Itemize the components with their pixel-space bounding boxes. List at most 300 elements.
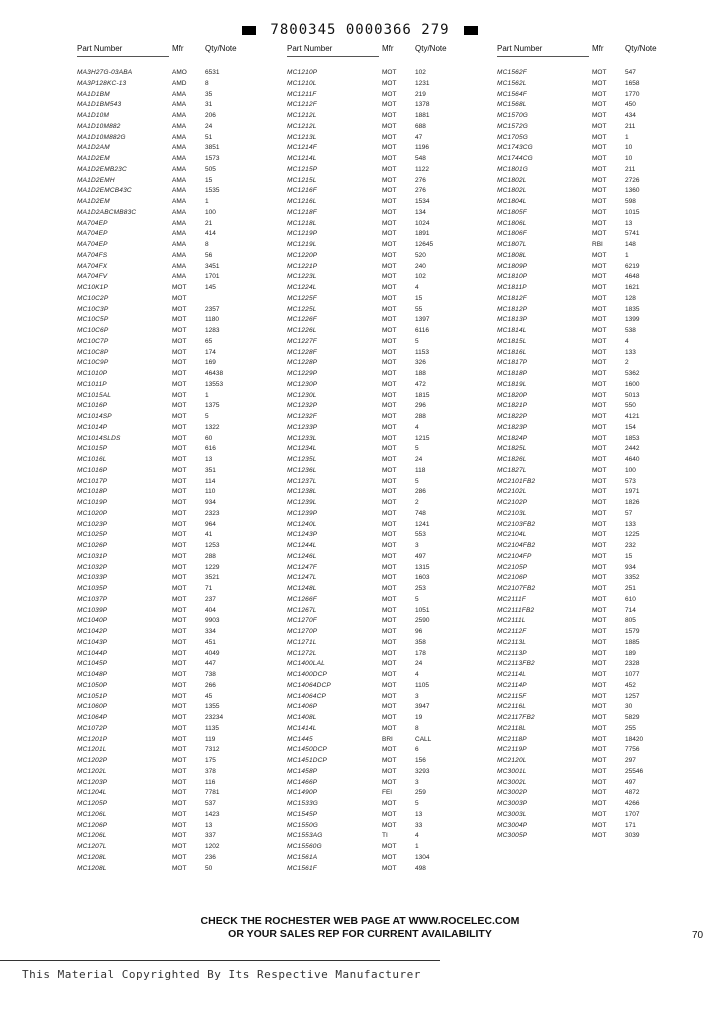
mfr-cell: MOT	[382, 595, 397, 603]
qty-cell: 276	[415, 176, 426, 184]
part-number-cell: MC2115F	[497, 692, 527, 700]
table-row	[497, 283, 702, 294]
mfr-cell: MOT	[592, 208, 607, 216]
mfr-cell: MOT	[382, 703, 397, 711]
table-row	[287, 831, 492, 842]
qty-cell: 573	[625, 477, 636, 485]
mfr-cell: AMO	[172, 69, 187, 76]
qty-cell: 1180	[205, 316, 219, 324]
qty-cell: 1315	[415, 563, 430, 571]
header-part-number: Part Number	[497, 44, 543, 53]
mfr-cell: MOT	[592, 187, 607, 195]
part-number-cell: MC2111L	[497, 617, 526, 625]
mfr-cell: MOT	[382, 391, 397, 399]
part-number-cell: MC1561A	[287, 853, 318, 861]
mfr-cell: MOT	[382, 628, 397, 635]
mfr-cell: MOT	[592, 466, 607, 474]
mfr-cell: MOT	[382, 649, 397, 657]
part-number-cell: MC1562F	[497, 69, 527, 76]
table-row	[287, 165, 492, 176]
qty-cell: 1322	[205, 423, 220, 431]
table-row	[77, 724, 282, 735]
part-number-cell: MC1802L	[497, 187, 527, 195]
part-number-cell: MC1266F	[287, 595, 317, 603]
header-rule	[77, 56, 169, 57]
part-number-cell: MC3001L	[497, 767, 527, 775]
qty-cell: 1885	[625, 638, 640, 646]
table-row	[497, 229, 702, 240]
part-number-cell: MC1705G	[497, 133, 529, 141]
qty-cell: 4	[625, 337, 629, 345]
qty-cell: 1423	[205, 810, 220, 818]
qty-cell: 56	[205, 251, 213, 259]
qty-cell: 6116	[415, 327, 429, 334]
part-number-cell: MC2112F	[497, 628, 527, 635]
part-number-cell: MC1815L	[497, 337, 527, 345]
mfr-cell: MOT	[382, 402, 397, 410]
table-row	[77, 692, 282, 703]
part-number-cell: MA704FX	[77, 262, 108, 270]
part-number-cell: MC3005P	[497, 832, 528, 840]
part-number-cell: MC1203P	[77, 778, 108, 786]
table-row	[77, 369, 282, 380]
qty-cell: 1375	[205, 402, 220, 410]
qty-cell: 1600	[625, 380, 640, 388]
table-row	[497, 788, 702, 799]
qty-cell: 3851	[205, 144, 220, 152]
mfr-cell: MOT	[172, 853, 187, 861]
part-number-cell: MC1271L	[287, 638, 317, 646]
part-number-cell: MC2117FB2	[497, 714, 535, 721]
mfr-cell: MOT	[172, 628, 187, 635]
table-row	[287, 756, 492, 767]
part-number-cell: MC1201P	[77, 735, 108, 743]
part-number-cell: MC1201L	[77, 746, 107, 754]
part-number-cell: MC1820P	[497, 391, 528, 399]
part-number-cell: MC1807L	[497, 241, 527, 248]
qty-cell: 1135	[205, 724, 219, 732]
part-number-cell: MC1414L	[287, 724, 317, 732]
table-row	[287, 724, 492, 735]
mfr-cell: MOT	[592, 821, 607, 829]
table-row	[77, 487, 282, 498]
parts-rows	[287, 68, 492, 874]
qty-cell: 1397	[415, 316, 430, 324]
qty-cell: 1225	[625, 531, 640, 539]
mfr-cell: MOT	[592, 735, 607, 743]
qty-cell: 100	[205, 208, 216, 216]
qty-cell: 2442	[625, 445, 640, 453]
table-row	[497, 627, 702, 638]
part-number-cell: MC1570G	[497, 112, 529, 119]
mfr-cell: MOT	[382, 671, 397, 678]
qty-cell: 4	[415, 284, 419, 291]
part-number-cell: MC1825L	[497, 445, 527, 453]
mfr-cell: MOT	[592, 90, 607, 98]
mfr-cell: MOT	[382, 273, 397, 281]
qty-cell: 102	[415, 69, 426, 76]
table-row	[497, 810, 702, 821]
table-row	[77, 154, 282, 165]
qty-cell: 23234	[205, 714, 224, 721]
table-row	[497, 692, 702, 703]
qty-cell: 8	[205, 79, 209, 87]
part-number-cell: MA1D2ABCMB83C	[77, 208, 137, 216]
table-row	[497, 509, 702, 520]
mfr-cell: MOT	[382, 542, 397, 549]
table-row	[77, 262, 282, 273]
part-number-cell: MC3002L	[497, 778, 527, 786]
qty-cell: 31	[205, 101, 213, 109]
table-row	[287, 821, 492, 832]
qty-cell: 2	[415, 499, 419, 506]
part-number-cell: MC1822P	[497, 413, 528, 420]
qty-cell: 1835	[625, 305, 640, 313]
mfr-cell: MOT	[592, 789, 607, 797]
qty-cell: 497	[625, 778, 636, 786]
mfr-cell: MOT	[172, 337, 187, 345]
part-number-cell: MC1032P	[77, 563, 108, 571]
qty-cell: 2	[625, 359, 629, 367]
table-row	[497, 315, 702, 326]
qty-cell: 57	[625, 509, 633, 517]
qty-cell: 169	[205, 359, 216, 367]
table-row	[287, 498, 492, 509]
part-number-cell: MC1035P	[77, 585, 108, 592]
table-row	[77, 326, 282, 337]
qty-cell: 964	[205, 520, 216, 528]
qty-cell: 5	[415, 477, 419, 485]
mfr-cell: MOT	[382, 413, 397, 420]
part-number-cell: MC1802L	[497, 176, 527, 184]
mfr-cell: MOT	[592, 757, 607, 764]
mfr-cell: AMA	[172, 251, 187, 259]
part-number-cell: MC1224L	[287, 284, 317, 291]
table-row	[77, 90, 282, 101]
table-row	[77, 219, 282, 230]
mfr-cell: MOT	[172, 843, 187, 850]
mfr-cell: MOT	[382, 843, 397, 850]
part-number-cell: MC1272L	[287, 649, 317, 657]
mfr-cell: MOT	[172, 488, 187, 496]
qty-cell: 13	[205, 456, 213, 463]
part-number-cell: MC1228F	[287, 348, 317, 356]
table-row	[77, 111, 282, 122]
table-row	[497, 186, 702, 197]
qty-cell: 1122	[415, 165, 429, 173]
part-number-cell: MC1050P	[77, 681, 108, 689]
qty-cell: 1579	[625, 628, 640, 635]
column-header	[287, 44, 492, 60]
table-row	[77, 444, 282, 455]
qty-cell: 1815	[415, 391, 430, 399]
qty-cell: 6	[415, 746, 419, 754]
qty-cell: 1	[625, 133, 629, 141]
mfr-cell: MOT	[592, 423, 607, 431]
mfr-cell: MOT	[382, 606, 397, 614]
header-qty: Qty/Note	[625, 44, 657, 53]
qty-cell: 4	[415, 423, 419, 431]
part-number-cell: MC1040P	[77, 617, 108, 625]
mfr-cell: TI	[382, 832, 388, 840]
qty-cell: 351	[205, 466, 216, 474]
qty-cell: 35	[205, 90, 213, 98]
part-number-cell: MC10C8P	[77, 348, 109, 356]
qty-cell: 1051	[415, 606, 430, 614]
qty-cell: 13	[625, 219, 633, 227]
table-row	[77, 412, 282, 423]
mfr-cell: MOT	[382, 456, 397, 463]
qty-cell: 3	[415, 542, 419, 549]
table-row	[287, 509, 492, 520]
qty-cell: 286	[415, 488, 426, 496]
table-row	[287, 853, 492, 864]
qty-cell: 119	[205, 735, 216, 743]
mfr-cell: MOT	[172, 348, 187, 356]
part-number-cell: MC1230P	[287, 380, 318, 388]
qty-cell: 450	[625, 101, 636, 109]
qty-cell: 259	[415, 789, 426, 797]
parts-column-2	[287, 44, 492, 874]
qty-cell: 3293	[415, 767, 430, 775]
mfr-cell: MOT	[172, 477, 187, 485]
part-number-cell: MC1816L	[497, 348, 527, 356]
mfr-cell: MOT	[592, 284, 607, 291]
mfr-cell: AMD	[172, 79, 187, 87]
mfr-cell: MOT	[382, 520, 397, 528]
table-row	[287, 305, 492, 316]
table-row	[497, 100, 702, 111]
mfr-cell: MOT	[172, 606, 187, 614]
part-number-cell: MC1232P	[287, 402, 318, 410]
part-number-cell: MC1810P	[497, 273, 528, 281]
mfr-cell: AMA	[172, 208, 187, 216]
part-number-cell: MC1270P	[287, 628, 318, 635]
table-row	[287, 444, 492, 455]
qty-cell: 4	[415, 832, 419, 840]
qty-cell: 45	[205, 692, 213, 700]
part-number-cell: MC1805F	[497, 208, 527, 216]
part-number-cell: MC1819L	[497, 380, 527, 388]
qty-cell: 145	[205, 284, 216, 291]
qty-cell: 1891	[415, 230, 430, 238]
mfr-cell: MOT	[592, 370, 607, 377]
qty-cell: 7781	[205, 789, 220, 797]
table-row	[77, 541, 282, 552]
part-number-cell: MA3H27G-03ABA	[77, 69, 133, 76]
mfr-cell: MOT	[592, 595, 607, 603]
part-number-cell: MC2101FB2	[497, 477, 536, 485]
qty-cell: 1	[205, 391, 209, 399]
mfr-cell: MOT	[172, 735, 187, 743]
qty-cell: 171	[625, 821, 636, 829]
table-row	[287, 573, 492, 584]
qty-cell: 1105	[415, 681, 429, 689]
mfr-cell: MOT	[172, 391, 187, 399]
table-row	[497, 154, 702, 165]
qty-cell: 50	[205, 864, 213, 872]
table-row	[497, 294, 702, 305]
qty-cell: 934	[205, 499, 216, 506]
table-row	[287, 391, 492, 402]
mfr-cell: MOT	[382, 531, 397, 539]
qty-cell: 1253	[205, 542, 220, 549]
part-number-cell: MC1572G	[497, 122, 529, 130]
table-row	[497, 401, 702, 412]
table-row	[287, 380, 492, 391]
table-row	[77, 778, 282, 789]
mfr-cell: AMA	[172, 262, 187, 270]
part-number-cell: MC1817P	[497, 359, 528, 367]
qty-cell: 497	[415, 552, 426, 560]
mfr-cell: MOT	[382, 262, 397, 270]
mfr-cell: MOT	[382, 423, 397, 431]
qty-cell: 114	[205, 477, 216, 485]
part-number-cell: MC1215L	[287, 176, 317, 184]
qty-cell: 1826	[625, 499, 640, 506]
mfr-cell: MOT	[382, 638, 397, 646]
mfr-cell: AMA	[172, 219, 187, 227]
qty-cell: 30	[625, 703, 633, 711]
qty-cell: 378	[205, 767, 216, 775]
part-number-cell: MC1202L	[77, 767, 107, 775]
part-number-cell: MC1406P	[287, 703, 318, 711]
table-row	[77, 509, 282, 520]
mfr-cell: MOT	[382, 617, 397, 625]
mfr-cell: MOT	[592, 778, 607, 786]
qty-cell: 5829	[625, 714, 640, 721]
mfr-cell: AMA	[172, 187, 187, 195]
table-row	[287, 713, 492, 724]
part-number-cell: MC1806F	[497, 230, 527, 238]
table-row	[287, 358, 492, 369]
mfr-cell: MOT	[592, 262, 607, 270]
qty-cell: 358	[415, 638, 426, 646]
table-row	[77, 864, 282, 875]
mfr-cell: MOT	[592, 574, 607, 582]
part-number-cell: MC1033P	[77, 574, 108, 582]
table-row	[77, 143, 282, 154]
part-number-cell: MC1243P	[287, 531, 318, 539]
part-number-cell: MC1218F	[287, 208, 317, 216]
qty-cell: 237	[205, 595, 216, 603]
part-number-cell: MC2102L	[497, 488, 527, 496]
table-row	[287, 745, 492, 756]
mfr-cell: MOT	[592, 692, 607, 700]
qty-cell: 251	[625, 585, 636, 592]
qty-cell: 1202	[205, 843, 220, 850]
qty-cell: 178	[415, 649, 426, 657]
table-row	[497, 305, 702, 316]
table-row	[497, 649, 702, 660]
qty-cell: 434	[625, 112, 636, 119]
table-row	[287, 133, 492, 144]
qty-cell: 1024	[415, 219, 430, 227]
mfr-cell: MOT	[382, 552, 397, 560]
table-row	[497, 595, 702, 606]
mfr-cell: MOT	[592, 520, 607, 528]
mfr-cell: MOT	[172, 660, 187, 668]
part-number-cell: MC1015AL	[77, 391, 112, 399]
mfr-cell: AMA	[172, 198, 187, 205]
qty-cell: 51	[205, 133, 213, 141]
part-number-cell: MC1246L	[287, 552, 317, 560]
table-row	[287, 154, 492, 165]
mfr-cell: MOT	[382, 348, 397, 356]
mfr-cell: MOT	[382, 176, 397, 184]
header-part-number: Part Number	[77, 44, 123, 53]
part-number-cell: MC1236L	[287, 466, 317, 474]
mfr-cell: MOT	[172, 305, 187, 313]
mfr-cell: MOT	[382, 101, 397, 109]
header-mfr: Mfr	[592, 44, 604, 53]
mfr-cell: MOT	[172, 413, 187, 420]
mfr-cell: AMA	[172, 90, 187, 98]
qty-cell: 4266	[625, 800, 640, 807]
table-row	[287, 251, 492, 262]
qty-cell: 1378	[415, 101, 430, 109]
mfr-cell: MOT	[172, 316, 187, 324]
table-row	[287, 283, 492, 294]
mfr-cell: MOT	[382, 821, 397, 829]
part-number-cell: MC2113FB2	[497, 660, 535, 668]
barcode-block-right	[464, 26, 478, 35]
qty-cell: 4648	[625, 273, 640, 281]
mfr-cell: MOT	[592, 810, 607, 818]
qty-cell: 110	[205, 488, 216, 496]
table-row	[287, 649, 492, 660]
mfr-cell: AMA	[172, 241, 187, 248]
mfr-cell: MOT	[172, 509, 187, 517]
part-number-cell: MC1553AG	[287, 832, 323, 840]
part-number-cell: MC2104FP	[497, 552, 532, 560]
qty-cell: 4	[415, 671, 419, 678]
part-number-cell: MC10C2P	[77, 294, 109, 302]
part-number-cell: MC1016L	[77, 456, 107, 463]
part-number-cell: MC1812P	[497, 305, 528, 313]
mfr-cell: MOT	[382, 327, 397, 334]
part-number-cell: MC1744CG	[497, 155, 533, 162]
mfr-cell: MOT	[592, 628, 607, 635]
table-row	[77, 133, 282, 144]
part-number-cell: MC15560G	[287, 843, 322, 850]
table-row	[497, 487, 702, 498]
part-number-cell: MC1014SP	[77, 413, 112, 420]
header-mfr: Mfr	[172, 44, 184, 53]
qty-cell: 297	[625, 757, 636, 764]
part-number-cell: MC2102P	[497, 499, 528, 506]
part-number-cell: MC1806L	[497, 219, 527, 227]
qty-cell: 25546	[625, 767, 644, 775]
mfr-cell: MOT	[382, 585, 397, 592]
part-number-cell: MC1545P	[287, 810, 318, 818]
qty-cell: 2328	[625, 660, 640, 668]
part-number-cell: MC2104FB2	[497, 542, 536, 549]
table-row	[497, 530, 702, 541]
part-number-cell: MC1023P	[77, 520, 108, 528]
mfr-cell: MOT	[592, 273, 607, 281]
mfr-cell: MOT	[592, 660, 607, 668]
table-row	[77, 434, 282, 445]
qty-cell: 3521	[205, 574, 220, 582]
table-row	[497, 358, 702, 369]
mfr-cell: MOT	[592, 380, 607, 388]
table-row	[287, 111, 492, 122]
part-number-cell: MC1214F	[287, 144, 317, 152]
qty-cell: 550	[625, 402, 636, 410]
part-number-cell: MC1025P	[77, 531, 108, 539]
qty-cell: 5362	[625, 370, 640, 377]
